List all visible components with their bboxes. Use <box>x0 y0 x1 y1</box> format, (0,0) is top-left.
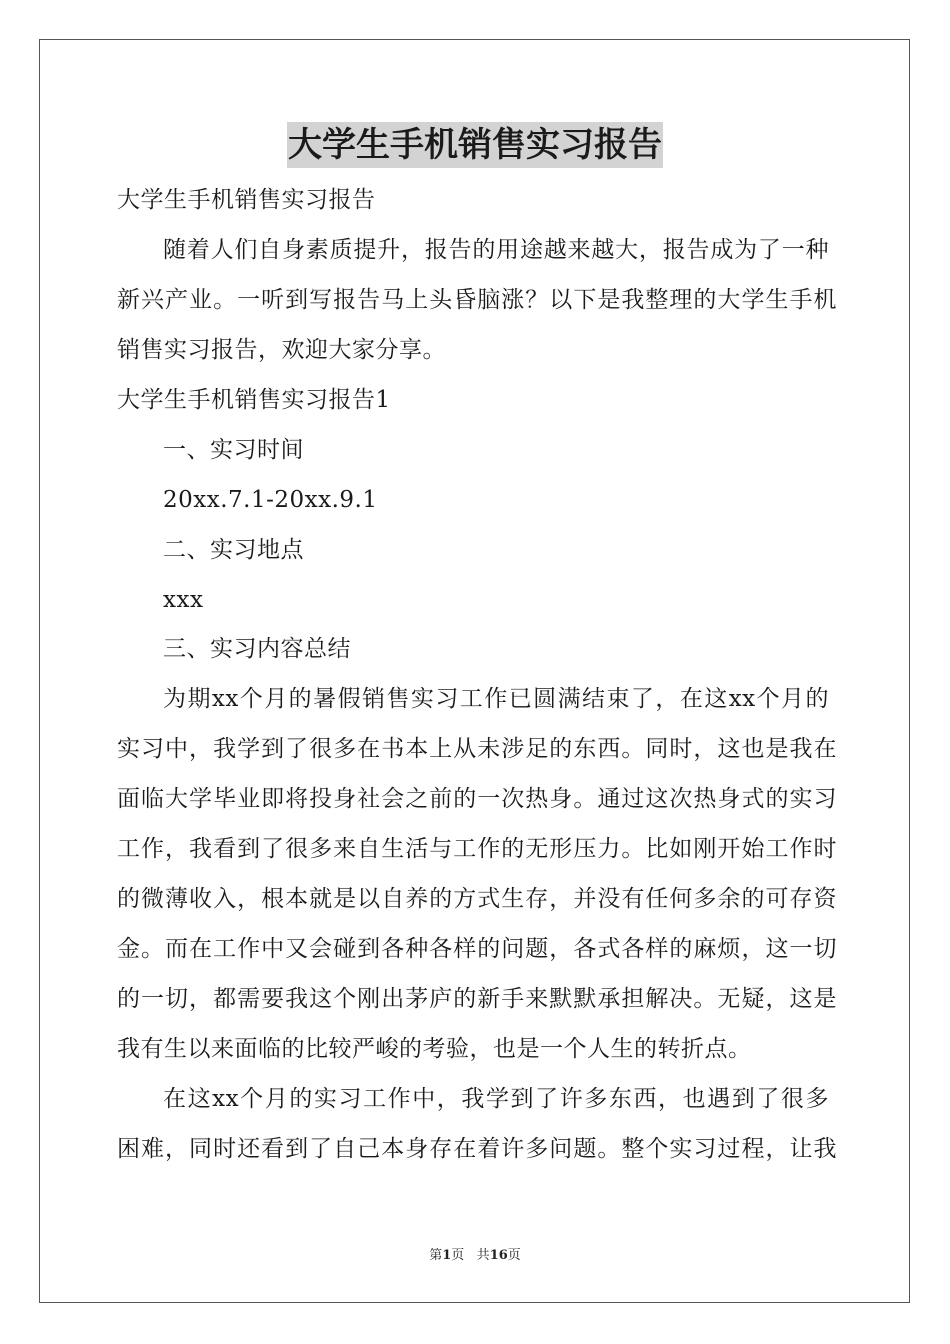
document-title: 大学生手机销售实习报告 <box>287 122 663 168</box>
page-total: 16 <box>489 1248 508 1263</box>
intro-line: 随着人们自身素质提升，报告的用途越来越大，报告成为了一种 <box>163 237 829 263</box>
document-subtitle: 大学生手机销售实习报告 <box>117 187 376 213</box>
time-value: 20xx.7.1-20xx.9.1 <box>163 487 378 513</box>
paragraph-line: 面临大学毕业即将投身社会之前的一次热身。通过这次热身式的实习 <box>117 786 837 812</box>
page-number-current: 1 <box>442 1248 452 1263</box>
page-total-suffix: 页 <box>507 1248 521 1263</box>
intro-line: 销售实习报告，欢迎大家分享。 <box>117 337 446 363</box>
intro-line: 新兴产业。一听到写报告马上头昏脑涨？以下是我整理的大学生手机 <box>117 287 837 313</box>
section-title: 大学生手机销售实习报告1 <box>117 387 391 413</box>
title-container <box>0 122 950 168</box>
paragraph-line: 我有生以来面临的比较严峻的考验，也是一个人生的转折点。 <box>117 1036 752 1062</box>
paragraph-line: 的微薄收入，根本就是以自养的方式生存，并没有任何多余的可存资 <box>117 886 837 912</box>
place-value: xxx <box>163 587 204 613</box>
paragraph-line: 实习中，我学到了很多在书本上从未涉足的东西。同时，这也是我在 <box>117 736 837 762</box>
paragraph-line: 在这xx个月的实习工作中，我学到了许多东西，也遇到了很多 <box>163 1086 829 1112</box>
heading-summary: 三、实习内容总结 <box>163 636 351 662</box>
page-total-prefix: 共 <box>476 1248 490 1263</box>
paragraph-line: 工作，我看到了很多来自生活与工作的无形压力。比如刚开始工作时 <box>117 836 837 862</box>
paragraph-line: 困难，同时还看到了自己本身存在着许多问题。整个实习过程，让我 <box>117 1136 837 1162</box>
heading-time: 一、实习时间 <box>163 437 304 463</box>
paragraph-line: 金。而在工作中又会碰到各种各样的问题，各式各样的麻烦，这一切 <box>117 936 837 962</box>
paragraph-line: 为期xx个月的暑假销售实习工作已圆满结束了，在这xx个月的 <box>163 686 829 712</box>
heading-place: 二、实习地点 <box>163 537 304 563</box>
page-footer <box>0 1247 950 1265</box>
page-number-prefix: 第 <box>429 1248 443 1263</box>
paragraph-line: 的一切，都需要我这个刚出茅庐的新手来默默承担解决。无疑，这是 <box>117 986 837 1012</box>
page-number-suffix: 页 <box>451 1248 465 1263</box>
